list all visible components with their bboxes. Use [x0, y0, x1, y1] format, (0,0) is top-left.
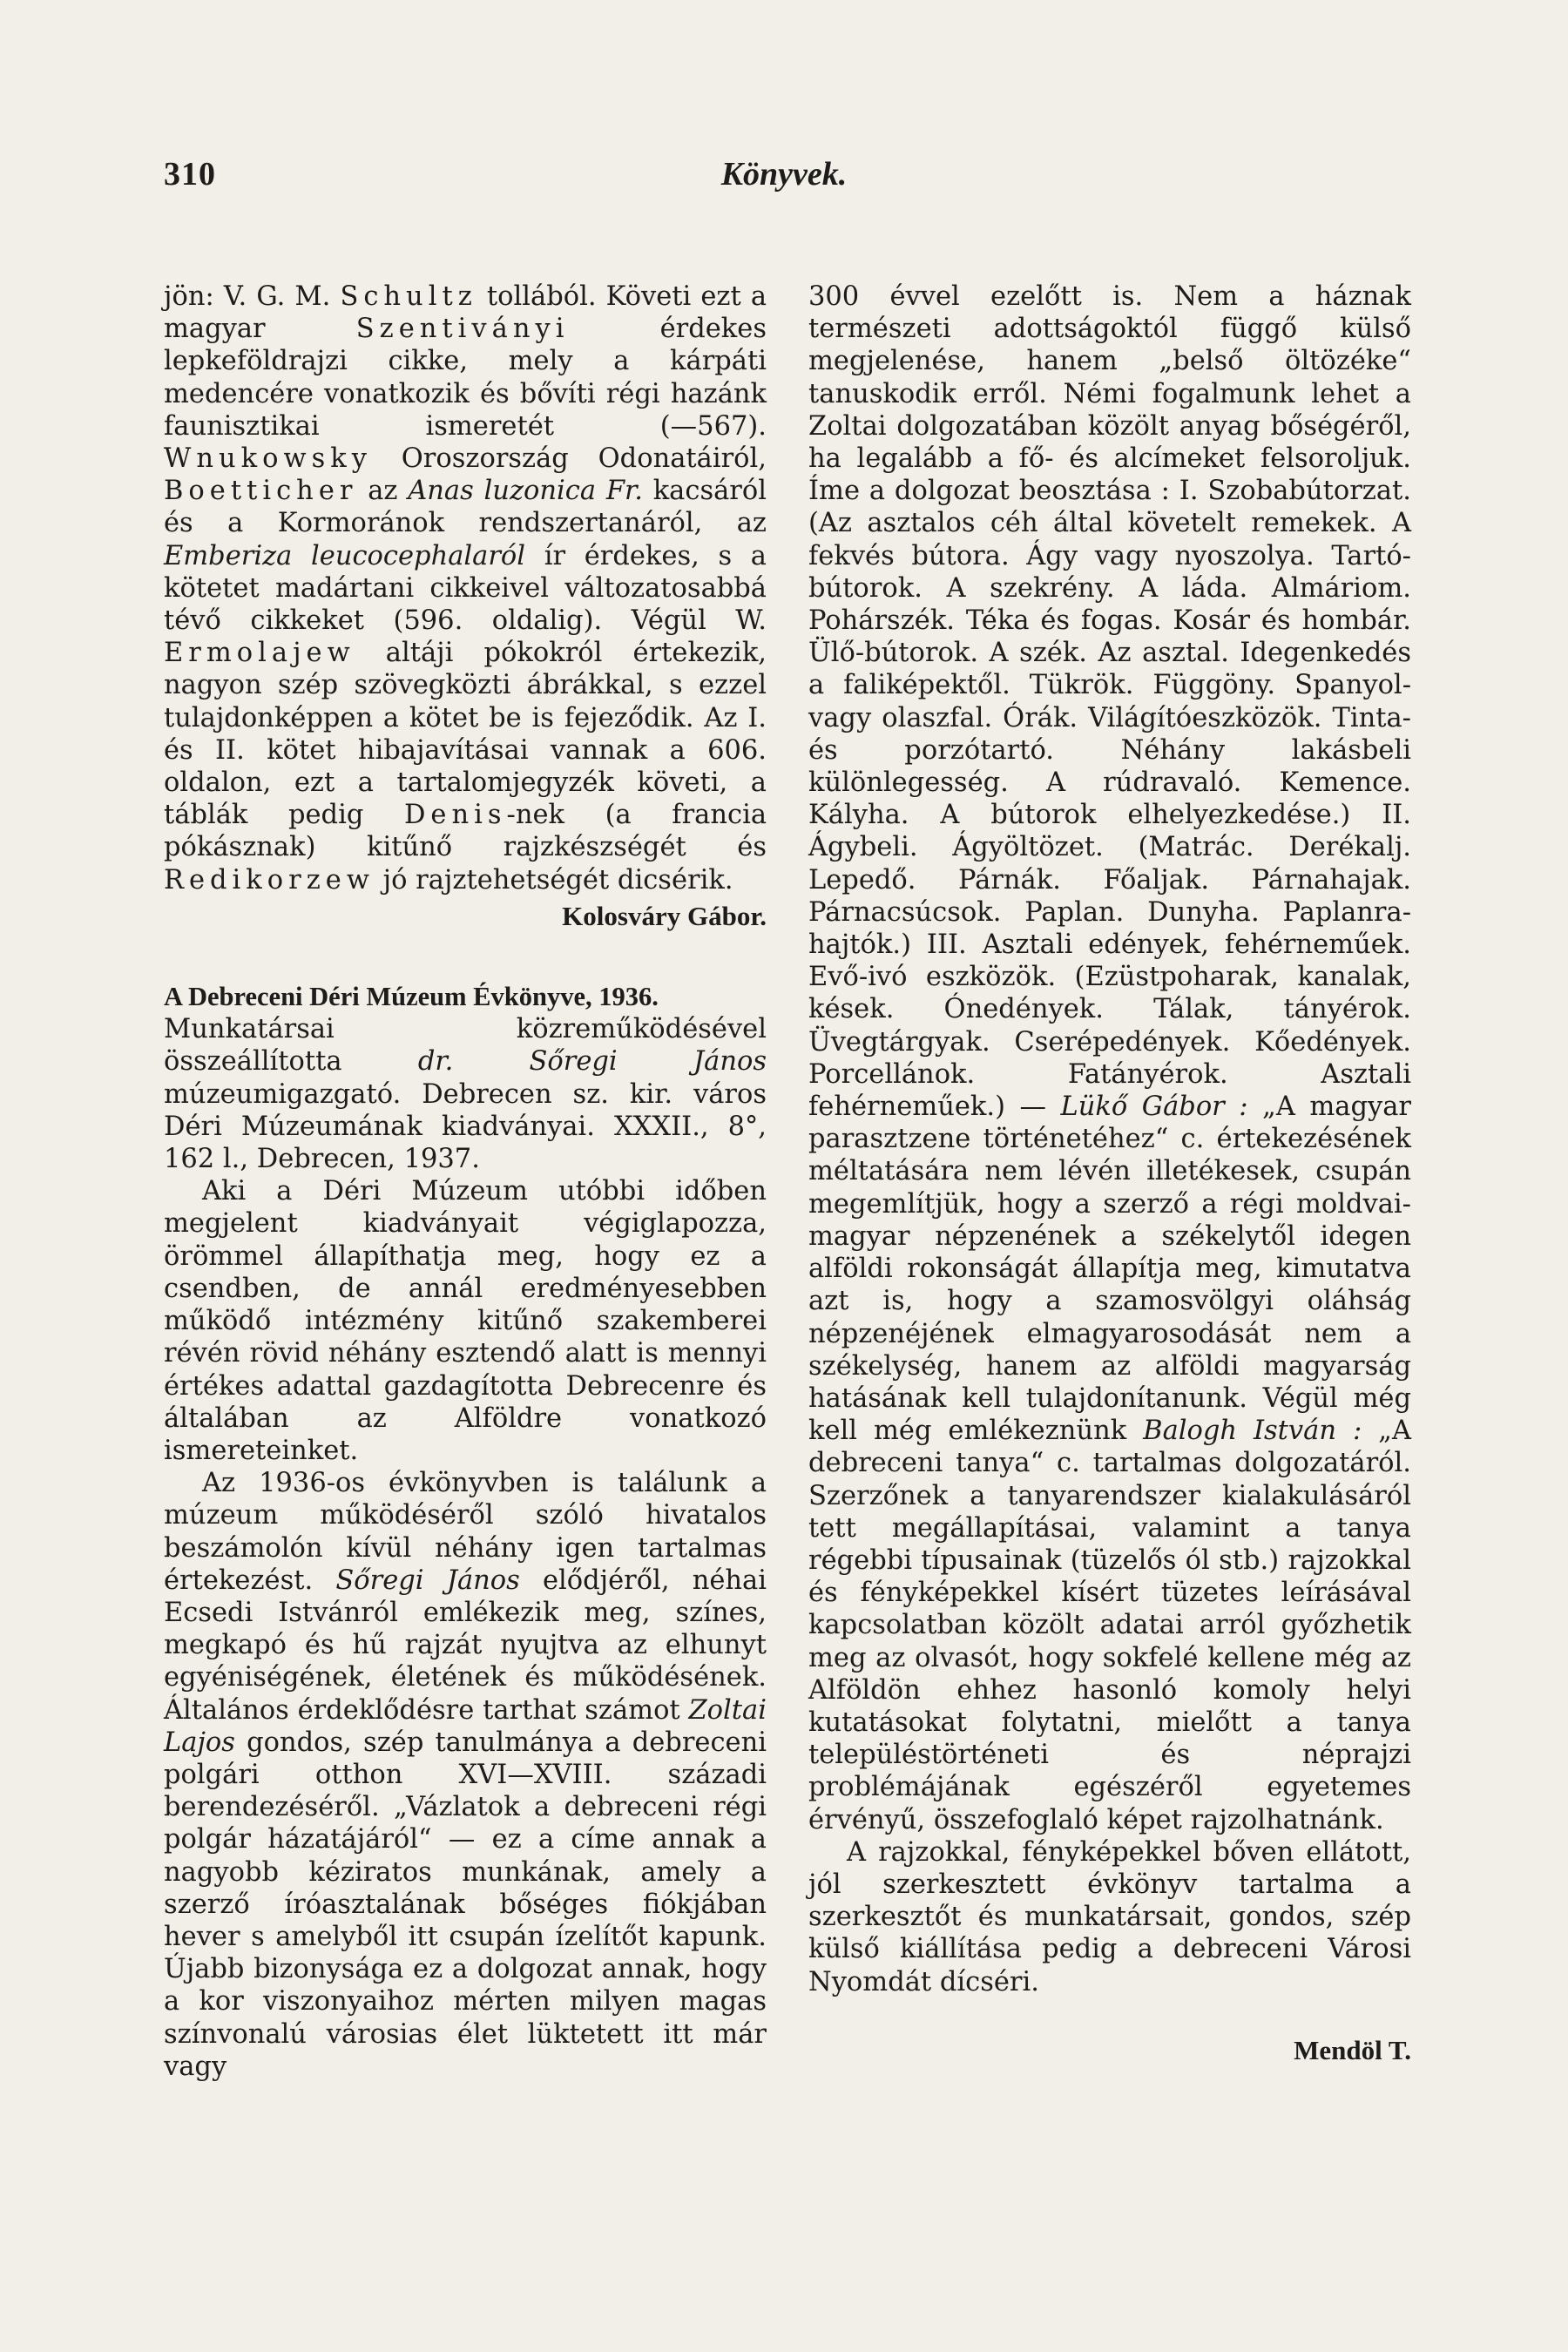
- review-paragraph: 300 évvel ezelőtt is. Nem a háznak természeti adottságoktól függő külső megjelenése, hanem „belső öltözéke“ tanuskodik erről. Némi fogalmunk lehet a Zoltai dolgozatában közölt anyag bőségéről, ha legalább a fő- és alcímeket felsoroljuk. Íme a dolgozat beosztása : I. Szobabútorzat. (Az asztalos céh által követelt remekek. A fekvés bútora. Ágy vagy nyoszolya. Tartó-bútorok. A szekrény. A láda. Almáriom. Pohárszék. Téka és fogas. Kosár és hombár. Ülő-bútorok. A szék. Az asztal. Idegenkedés a faliképektől. Tükrök. Függöny. Spanyol- vagy olaszfal. Órák. Világítóeszközök. Tinta- és porzótartó. Néhány lakásbeli különlegesség. A rúdravaló. Kemence. Kályha. A bútorok elhelyezkedése.) II. Ágybeli. Ágyöltözet. (Matrác. Derékalj. Lepedő. Párnák. Főaljak. Párnahajak. Párnacsúcsok. Paplan. Dunyha. Paplanra-hajtók.) III. Asztali edények, fehérneműek. Evő-ivó eszközök. (Ezüstpoharak, kanalak, kések. Ónedények. Tálak, tányérok. Üvegtárgyak. Cserépedények. Kőedények. Porcellánok. Fatányérok. Asztali fehérneműek.) — Lükő Gábor : „A magyar parasztzene történetéhez“ c. értekezésének méltatására nem lévén illetékesek, csupán megemlítjük, hogy a szerző a régi moldvai-magyar népzenének a székelytől idegen alföldi rokonságát állapítja meg, kimutatva azt is, hogy a szamosvölgyi oláhság népzenéjének elmagyarosodását nem a székelység, hanem az alföldi magyarság hatásának kell tulajdonítanunk. Végül még kell még emlékeznünk Balogh István : „A debreceni tanya“ c. tartalmas dolgozatáról. Szerzőnek a tanyarendszer kialakulásáról tett megállapításai, valamint a tanya régebbi típusainak (tüzelős ól stb.) rajzokkal és fényképekkel kísért tüzetes leírásával kapcsolatban közölt adatai arról győzhetik meg az olvasót, hogy sokfelé kellene még az Alföldön ehhez hasonló komoly helyi kutatásokat folytatni, mielőtt a tanya településtörténeti és néprajzi problémájának egészéről egyetemes érvényű, összefoglaló képet rajzolhatnánk.: [808, 281, 1411, 1835]
- species-name: Anas luzonica Fr.: [408, 476, 643, 507]
- reviewer-signature: Mendöl T.: [1294, 2034, 1411, 2065]
- continued-paragraph: jön: V. G. M. Schultz tollából. Követi ezt a magyar Szentiványi érdekes lepkeföldrajzi cikke, mely a kárpáti medencére vonatkozik és bővíti régi hazánk faunisztikai ismeretét (—567). Wnukowsky Oroszország Odonatáiról, Boetticher az Anas luzonica Fr. kacsáról és a Kormoránok rendszertanáról, az Emberiza leucocephalaról ír érdekes, s a kötetet madártani cikkeivel változatosabbá tévő cikkeket (596. oldalig). Végül W. Ermolajew altáji pókokról értekezik, nagyon szép szövegközti ábrákkal, s ezzel tulajdonképpen a kötet be is fejeződik. Az I. és II. kötet hibajavításai vannak a 606. oldalon, ezt a tartalomjegyzék követi, a táblák pedig Denis-nek (a francia pókásznak) kitűnő rajzkészségét és Redikorzew jó rajztehetségét dicsérik.: [164, 281, 767, 896]
- bibliographic-details: Munkatársai közreműködésével összeállította dr. Sőregi János múzeumigazgató. Debrecen sz. kir. város Déri Múzeumának kiadványai. XXXII., 8°, 162 l., Debrecen, 1937.: [164, 1014, 767, 1175]
- author-name: Zoltai Lajos: [164, 1694, 767, 1758]
- editor-name: dr. Sőregi János: [417, 1046, 767, 1078]
- species-name: Emberiza leucocephalaról: [164, 540, 526, 571]
- section-gap: [808, 1998, 1411, 2031]
- author-name: Boetticher: [164, 476, 358, 507]
- review-paragraph: Az 1936-os évkönyvben is találunk a múzeum működéséről szóló hivatalos beszámolón kívül néhány igen tartalmas értekezést. Sőregi János elődjéről, néhai Ecsedi Istvánról emlékezik meg, színes, megkapó és hű rajzát nyujtva az elhunyt egyéniségének, életének és működésének. Általános érdeklődésre tarthat számot Zoltai Lajos gondos, szép tanulmánya a debreceni polgári otthon XVI—XVIII. századi berendezéséről. „Vázlatok a debreceni régi polgár házatájáról“ — ez a címe annak a nagyobb kéziratos munkának, amely a szerző íróasztalának bőséges fiókjában hever s amelyből itt csupán ízelítőt kapunk. Újabb bizonysága ez a dolgozat annak, hogy a kor viszonyaihoz mérten milyen magas színvonalú városias élet lüktetett itt már vagy: [164, 1468, 767, 2082]
- author-name: Balogh István :: [1143, 1416, 1362, 1447]
- author-name: Lükő Gábor :: [1060, 1092, 1248, 1123]
- author-name: Wnukowsky: [164, 443, 372, 475]
- left-column: [164, 280, 767, 2083]
- review-title: A Debreceni Déri Múzeum Évkönyve, 1936.: [164, 982, 659, 1012]
- review-paragraph: Aki a Déri Múzeum utóbbi időben megjelent kiadványait végiglapozza, örömmel állapíthatja meg, hogy ez a csendben, de annál eredményesebben működő intézmény kitűnő szakemberei révén rövid néhány esztendő alatt is mennyi értékes adattal gazdagította Debrecenre és általában az Alföldre vonatkozó ismereteinket.: [164, 1176, 767, 1466]
- author-name: Schultz: [340, 281, 477, 312]
- section-gap: [164, 932, 767, 981]
- author-name: Sőregi János: [335, 1565, 520, 1596]
- author-name: Redikorzew: [164, 864, 375, 896]
- right-column: [808, 280, 1411, 2066]
- reviewer-signature: Kolosváry Gábor.: [562, 900, 767, 931]
- author-name: Szentiványi: [355, 314, 570, 345]
- page-header: [0, 155, 1568, 207]
- author-name: Denis: [403, 800, 507, 831]
- review-paragraph: A rajzokkal, fényképekkel bőven ellátott, jól szerkesztett évkönyv tartalma a szerkesztőt és munkatársait, gondos, szép külső kiállítása pedig a debreceni Városi Nyomdát dícséri.: [808, 1836, 1411, 1997]
- author-name: Ermolajew: [164, 638, 355, 669]
- page-number: 310: [164, 156, 216, 193]
- running-title: Könyvek.: [720, 156, 848, 193]
